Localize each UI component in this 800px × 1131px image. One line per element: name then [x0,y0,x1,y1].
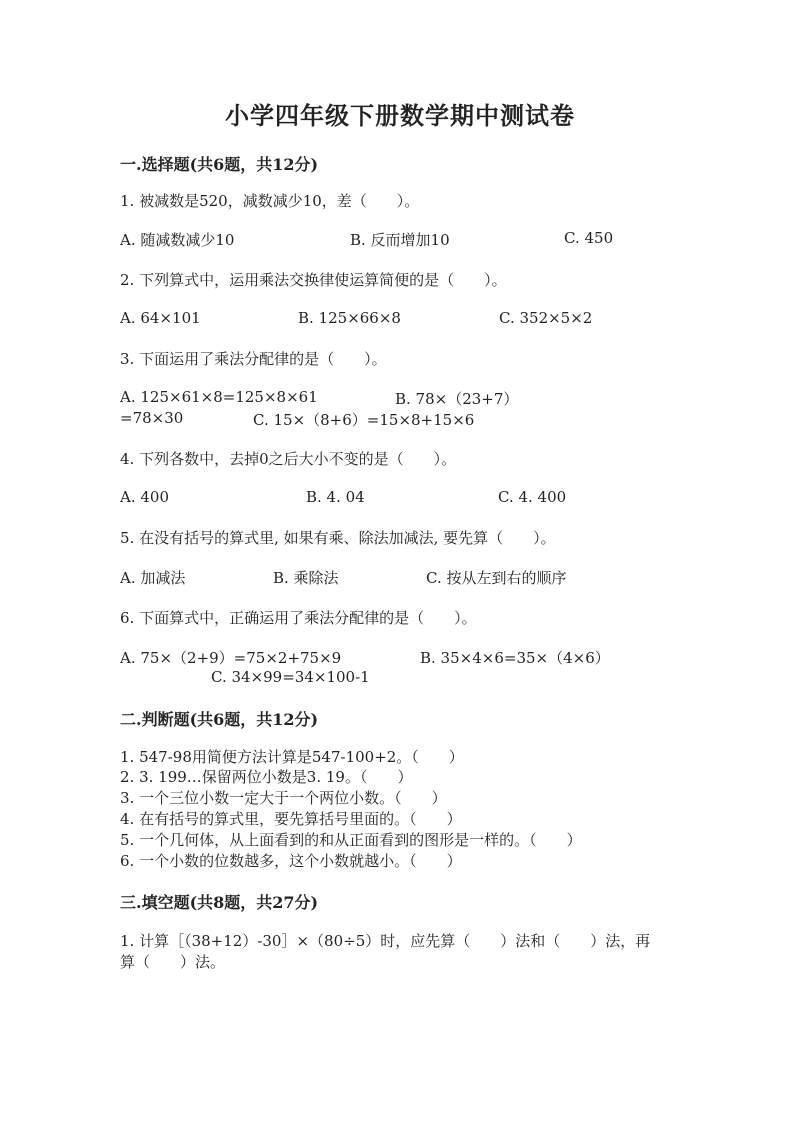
question-5-option-c: C. 按从左到右的顺序 [426,569,567,587]
judgement-item-6: 6. 一个小数的位数越多，这个小数就越小。（ ） [120,852,462,870]
question-4-stem: 4. 下列各数中，去掉0之后大小不变的是（ ）。 [120,450,457,468]
section-heading-judgement: 二.判断题(共6题，共12分) [120,710,319,729]
question-2-stem: 2. 下列算式中，运用乘法交换律使运算简便的是（ ）。 [120,271,507,289]
question-5-option-b: B. 乘除法 [273,569,339,587]
question-3-stem: 3. 下面运用了乘法分配律的是（ ）。 [120,350,387,368]
section-heading-choice: 一.选择题(共6题，共12分) [120,155,319,174]
question-3-option-c: C. 15×（8+6）=15×8+15×6 [253,411,475,429]
judgement-item-2: 2. 3. 199…保留两位小数是3. 19。（ ） [120,768,413,786]
question-6-option-b: B. 35×4×6=35×（4×6） [420,649,610,667]
judgement-item-4: 4. 在有括号的算式里，要先算括号里面的。（ ） [120,810,462,828]
judgement-item-5: 5. 一个几何体，从上面看到的和从正面看到的图形是一样的。（ ） [120,831,582,849]
section-heading-fill-blank: 三.填空题(共8题，共27分) [120,893,319,912]
question-1-stem: 1. 被减数是520，减数减少10，差（ ）。 [120,192,420,210]
fill-blank-item-1-cont: 算（ ）法。 [120,953,226,971]
question-1-option-a: A. 随减数减少10 [120,231,235,249]
question-5-stem: 5. 在没有括号的算式里, 如果有乘、除法加减法, 要先算（ ）。 [120,529,556,547]
question-4-option-c: C. 4. 400 [498,488,567,506]
page-title: 小学四年级下册数学期中测试卷 [225,101,575,130]
question-3-option-b-cont: =78×30 [120,409,184,427]
question-6-option-c: C. 34×99=34×100-1 [211,668,370,686]
question-4-option-b: B. 4. 04 [306,488,365,506]
judgement-item-1: 1. 547-98用简便方法计算是547-100+2。（ ） [120,748,464,766]
fill-blank-item-1: 1. 计算［（38+12）-30］×（80÷5）时，应先算（ ）法和（ ）法，再 [120,932,651,950]
question-1-option-b: B. 反而增加10 [350,231,450,249]
question-2-option-b: B. 125×66×8 [298,309,401,327]
judgement-item-3: 3. 一个三位小数一定大于一个两位小数。（ ） [120,789,447,807]
question-1-option-c: C. 450 [564,229,614,247]
question-4-option-a: A. 400 [120,488,169,506]
question-3-option-b: B. 78×（23+7） [395,390,519,408]
question-3-option-a: A. 125×61×8=125×8×61 [120,388,318,406]
question-5-option-a: A. 加减法 [120,569,186,587]
question-2-option-a: A. 64×101 [120,309,201,327]
question-6-option-a: A. 75×（2+9）=75×2+75×9 [120,649,342,667]
question-2-option-c: C. 352×5×2 [499,309,593,327]
question-6-stem: 6. 下面算式中，正确运用了乘法分配律的是（ ）。 [120,609,477,627]
